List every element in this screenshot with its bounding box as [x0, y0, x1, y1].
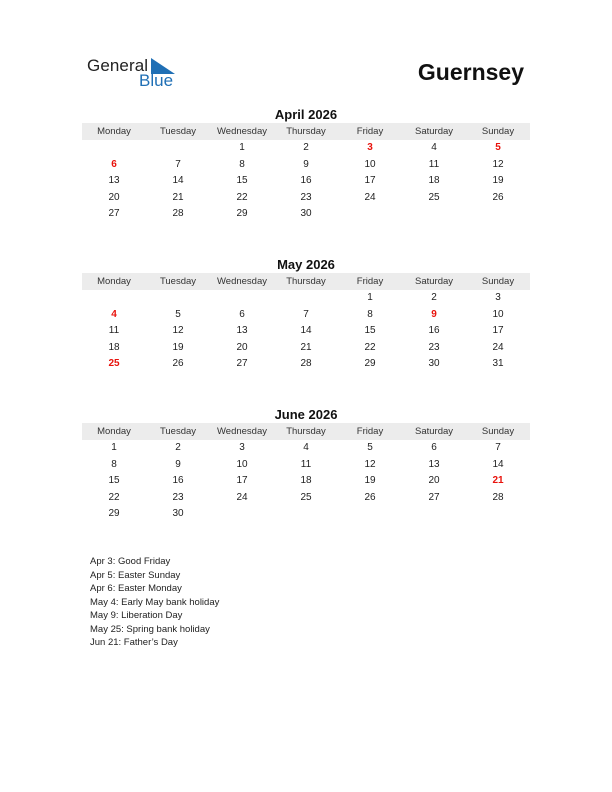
holiday-day-cell: 4: [111, 308, 117, 320]
weekday-label: Wednesday: [217, 126, 267, 137]
day-cell: 14: [300, 325, 312, 337]
day-cell: 30: [172, 508, 184, 520]
generalblue-logo: [87, 56, 187, 92]
empty-day-cell: [210, 290, 274, 307]
day-cell: 17: [364, 175, 376, 187]
day-cell: 30: [428, 358, 440, 370]
day-cell: 27: [428, 491, 440, 503]
day-cell: 1: [239, 142, 245, 153]
holiday-day-cell: 6: [111, 158, 117, 170]
day-cell: 8: [111, 458, 117, 470]
empty-day-cell: [274, 290, 338, 307]
weekday-header: [82, 273, 530, 290]
day-cell: 17: [236, 475, 248, 487]
day-cell: 8: [239, 158, 245, 170]
day-cell: 27: [108, 208, 120, 220]
day-cell: 15: [364, 325, 376, 337]
day-cell: 13: [236, 325, 248, 337]
day-cell: 13: [428, 458, 440, 470]
day-cell: 16: [172, 475, 184, 487]
holiday-note: Apr 3: Good Friday: [90, 556, 171, 567]
day-cell: 2: [303, 142, 309, 153]
month-april: [82, 106, 530, 223]
holiday-day-cell: 5: [495, 142, 501, 153]
holiday-note: Apr 5: Easter Sunday: [90, 569, 181, 581]
day-cell: 15: [108, 475, 120, 487]
empty-day-cell: [146, 290, 210, 307]
day-cell: 23: [300, 191, 312, 203]
logo-general-text: General: [87, 56, 149, 75]
day-cell: 22: [108, 491, 120, 503]
day-grid: [82, 140, 530, 223]
day-cell: 15: [236, 175, 248, 187]
day-cell: 26: [172, 358, 184, 370]
day-cell: 16: [300, 175, 312, 187]
day-cell: 7: [175, 158, 181, 170]
day-cell: 7: [303, 308, 309, 320]
day-cell: 14: [492, 458, 504, 470]
weekday-label: Sunday: [481, 126, 515, 137]
weekday-label: Monday: [97, 426, 131, 437]
day-cell: 22: [364, 341, 376, 353]
day-cell: 24: [236, 491, 248, 503]
weekday-label: Sunday: [481, 276, 515, 287]
day-cell: 20: [428, 475, 440, 487]
day-cell: 11: [428, 158, 440, 170]
day-cell: 11: [108, 325, 120, 337]
day-cell: 24: [364, 191, 376, 203]
day-cell: 30: [300, 208, 312, 220]
month-title: June 2026: [274, 407, 338, 422]
day-cell: 28: [492, 491, 504, 503]
empty-day-cell: [82, 140, 146, 157]
day-cell: 26: [364, 491, 376, 503]
day-cell: 12: [492, 158, 504, 170]
day-cell: 16: [428, 325, 440, 337]
day-cell: 4: [431, 142, 437, 153]
day-cell: 19: [172, 341, 184, 353]
day-cell: 13: [108, 175, 120, 187]
day-cell: 28: [172, 208, 184, 220]
day-cell: 2: [431, 292, 437, 303]
day-cell: 29: [236, 208, 248, 220]
day-cell: 20: [236, 341, 248, 353]
day-cell: 12: [364, 458, 376, 470]
day-cell: 10: [492, 308, 504, 320]
weekday-label: Thursday: [286, 276, 326, 287]
weekday-label: Wednesday: [217, 276, 267, 287]
day-cell: 7: [495, 442, 501, 453]
holiday-note: Jun 21: Father’s Day: [90, 637, 178, 648]
day-cell: 20: [108, 191, 120, 203]
month-title: May 2026: [277, 257, 335, 272]
day-cell: 12: [172, 325, 184, 337]
weekday-label: Sunday: [481, 426, 515, 437]
day-cell: 19: [492, 175, 504, 187]
holiday-note: May 25: Spring bank holiday: [90, 623, 210, 635]
weekday-label: Thursday: [286, 126, 326, 137]
day-cell: 19: [364, 475, 376, 487]
day-cell: 23: [428, 341, 440, 353]
empty-day-cell: [146, 140, 210, 157]
weekday-label: Friday: [356, 276, 384, 287]
day-cell: 10: [364, 158, 376, 170]
day-cell: 17: [492, 325, 504, 337]
day-cell: 23: [172, 491, 184, 503]
weekday-label: Tuesday: [159, 276, 197, 287]
weekday-label: Thursday: [286, 426, 326, 437]
day-cell: 18: [300, 475, 312, 487]
day-cell: 22: [236, 191, 248, 203]
logo-blue-text: Blue: [139, 71, 174, 90]
weekday-label: Saturday: [414, 126, 454, 137]
day-cell: 29: [108, 508, 120, 520]
day-cell: 31: [492, 358, 504, 370]
holiday-note: May 9: Liberation Day: [90, 610, 183, 621]
day-cell: 18: [428, 175, 440, 187]
weekday-label: Tuesday: [159, 426, 197, 437]
day-cell: 6: [431, 442, 437, 453]
day-cell: 25: [428, 191, 440, 203]
weekday-label: Friday: [356, 426, 384, 437]
weekday-header: [82, 123, 530, 140]
weekday-label: Monday: [97, 276, 131, 287]
day-cell: 9: [303, 158, 309, 170]
day-cell: 21: [300, 341, 312, 353]
weekday-label: Wednesday: [217, 426, 267, 437]
day-cell: 21: [172, 191, 184, 203]
day-cell: 3: [495, 292, 501, 303]
day-cell: 24: [492, 341, 504, 353]
day-cell: 18: [108, 341, 120, 353]
holiday-note: Apr 6: Easter Monday: [90, 583, 182, 594]
day-cell: 25: [300, 491, 312, 503]
weekday-label: Tuesday: [159, 126, 197, 137]
weekday-header: [82, 423, 530, 440]
day-cell: 5: [175, 308, 181, 320]
month-title: April 2026: [274, 107, 338, 122]
day-cell: 4: [303, 442, 309, 453]
day-cell: 5: [367, 442, 373, 453]
day-cell: 26: [492, 191, 504, 203]
weekday-label: Saturday: [414, 426, 454, 437]
holiday-notes: [90, 555, 219, 650]
month-may: [82, 256, 530, 373]
holiday-day-cell: 25: [108, 358, 120, 370]
holiday-note: May 4: Early May bank holiday: [90, 596, 220, 608]
day-cell: 14: [172, 175, 184, 187]
holiday-day-cell: 9: [431, 308, 437, 320]
month-june: [82, 406, 530, 523]
day-cell: 27: [236, 358, 248, 370]
day-grid: [82, 440, 530, 523]
empty-day-cell: [82, 290, 146, 307]
day-cell: 10: [236, 458, 248, 470]
day-cell: 3: [239, 442, 245, 453]
weekday-label: Monday: [97, 126, 131, 137]
day-grid: [82, 290, 530, 373]
country-title: Guernsey: [417, 59, 524, 85]
day-cell: 6: [239, 308, 245, 320]
holiday-day-cell: 3: [367, 142, 373, 153]
day-cell: 1: [111, 442, 117, 453]
weekday-label: Friday: [356, 126, 384, 137]
holiday-day-cell: 21: [492, 475, 504, 487]
day-cell: 2: [175, 442, 181, 453]
day-cell: 28: [300, 358, 312, 370]
day-cell: 8: [367, 308, 373, 320]
day-cell: 9: [175, 458, 181, 470]
day-cell: 29: [364, 358, 376, 370]
day-cell: 1: [367, 292, 373, 303]
weekday-label: Saturday: [414, 276, 454, 287]
day-cell: 11: [300, 458, 312, 470]
